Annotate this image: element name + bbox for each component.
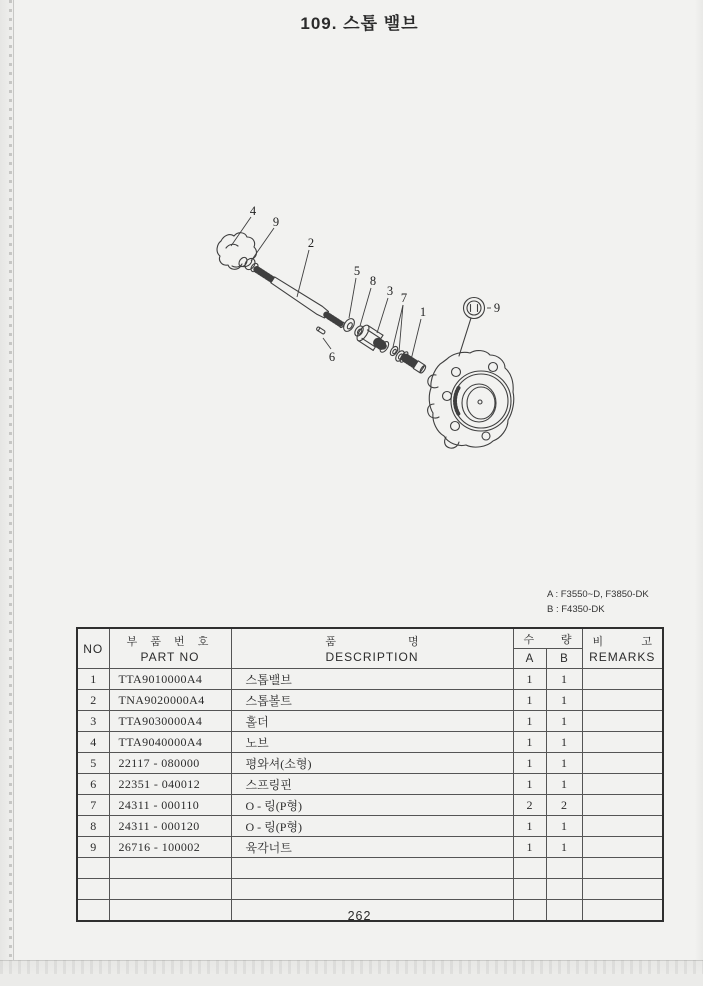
table-row [77, 816, 663, 837]
callout-leader-line [349, 278, 356, 318]
header-qty-a: A [513, 649, 546, 669]
no-cell: 1 [77, 669, 109, 690]
exploded-diagram [100, 190, 540, 470]
table-row [77, 753, 663, 774]
callout-leader-line [323, 338, 331, 349]
callout-label-3: 3 [386, 284, 394, 298]
qty-b-cell: 1 [546, 732, 582, 753]
table-row [77, 711, 663, 732]
lock-nut-part [459, 298, 485, 357]
qty-a-cell: 1 [513, 690, 546, 711]
holder-part [355, 323, 392, 356]
valve-body-part [428, 351, 514, 449]
part-no-cell: 22351 - 040012 [109, 774, 231, 795]
no-cell: 9 [77, 837, 109, 858]
part-no-cell: 22117 - 080000 [109, 753, 231, 774]
header-part-no: 부 품 번 호 PART NO [109, 628, 231, 669]
no-cell: 7 [77, 795, 109, 816]
page-right-edge [695, 0, 703, 986]
part-no-cell: 26716 - 100002 [109, 837, 231, 858]
description-cell: 스프링핀 [231, 774, 513, 795]
callout-label-8: 8 [369, 274, 377, 288]
binding-texture [9, 0, 12, 986]
header-remarks: 비 고 REMARKS [582, 628, 663, 669]
callout-label-9: 9 [493, 301, 501, 315]
callout-label-9: 9 [272, 215, 280, 229]
description-cell: 평와셔(소형) [231, 753, 513, 774]
remarks-cell [582, 816, 663, 837]
qty-a-cell: 1 [513, 711, 546, 732]
qty-a-cell: 1 [513, 753, 546, 774]
spring-pin-part [316, 326, 326, 334]
remarks-cell [582, 669, 663, 690]
remarks-cell [582, 795, 663, 816]
qty-a-cell: 1 [513, 669, 546, 690]
callout-label-2: 2 [307, 236, 315, 250]
callout-leader-line [297, 250, 309, 297]
diagram-parts [217, 233, 514, 448]
table-header [77, 628, 663, 669]
callout-label-7: 7 [400, 291, 408, 305]
qty-b-cell: 1 [546, 816, 582, 837]
no-cell: 4 [77, 732, 109, 753]
table-row [77, 732, 663, 753]
description-cell: 육각너트 [231, 837, 513, 858]
remarks-cell [582, 753, 663, 774]
description-cell: O - 링(P형) [231, 816, 513, 837]
variant-notes [547, 587, 649, 617]
remarks-cell [582, 837, 663, 858]
page-title: 109. 스톱 밸브 [300, 14, 419, 33]
header-qty-b: B [546, 649, 582, 669]
part-no-cell: 24311 - 000120 [109, 816, 231, 837]
variant-note-b: B : F4350-DK [547, 604, 605, 615]
page-bottom-edge [0, 974, 703, 986]
qty-a-cell: 2 [513, 795, 546, 816]
callout-label-4: 4 [249, 204, 257, 218]
part-no-cell: TTA9010000A4 [109, 669, 231, 690]
callout-label-5: 5 [353, 264, 361, 278]
qty-a-cell: 1 [513, 774, 546, 795]
washer-part [341, 317, 356, 334]
description-cell: 스톱밸브 [231, 669, 513, 690]
valve-bolt-part [399, 351, 428, 376]
table-row [77, 669, 663, 690]
qty-a-cell: 1 [513, 816, 546, 837]
table-row [77, 837, 663, 858]
qty-a-cell: 1 [513, 732, 546, 753]
no-cell: 3 [77, 711, 109, 732]
qty-b-cell: 1 [546, 711, 582, 732]
callout-leader-line [360, 288, 371, 326]
empty-row [77, 858, 663, 879]
table-row [77, 690, 663, 711]
header-description: 품 명 DESCRIPTION [231, 628, 513, 669]
part-no-cell: TTA9030000A4 [109, 711, 231, 732]
page-number: 262 [347, 909, 372, 923]
qty-b-cell: 1 [546, 690, 582, 711]
table-row [77, 774, 663, 795]
description-cell: 홀더 [231, 711, 513, 732]
callout-label-6: 6 [328, 350, 336, 364]
empty-row [77, 879, 663, 900]
parts-table [76, 627, 664, 922]
no-cell: 8 [77, 816, 109, 837]
page-curl-shadow [0, 960, 703, 975]
no-cell: 2 [77, 690, 109, 711]
qty-b-cell: 1 [546, 774, 582, 795]
remarks-cell [582, 774, 663, 795]
callout-leader-line [231, 217, 251, 246]
description-cell: O - 링(P형) [231, 795, 513, 816]
no-cell: 5 [77, 753, 109, 774]
part-no-cell: 24311 - 000110 [109, 795, 231, 816]
callout-label-1: 1 [419, 305, 427, 319]
description-cell: 스톱볼트 [231, 690, 513, 711]
description-cell: 노브 [231, 732, 513, 753]
callout-leader-line [377, 298, 388, 333]
binding-line [13, 0, 14, 986]
qty-a-cell: 1 [513, 837, 546, 858]
part-no-cell: TNA9020000A4 [109, 690, 231, 711]
callout-leader-line [411, 319, 421, 360]
qty-b-cell: 2 [546, 795, 582, 816]
qty-b-cell: 1 [546, 669, 582, 690]
qty-b-cell: 1 [546, 837, 582, 858]
part-no-cell: TTA9040000A4 [109, 732, 231, 753]
remarks-cell [582, 711, 663, 732]
no-cell: 6 [77, 774, 109, 795]
variant-note-a: A : F3550~D, F3850-DK [547, 589, 649, 600]
header-qty: 수 량 [513, 628, 582, 649]
qty-b-cell: 1 [546, 753, 582, 774]
header-no: NO [77, 628, 109, 669]
table-row [77, 795, 663, 816]
rod-part [254, 266, 346, 330]
remarks-cell [582, 732, 663, 753]
remarks-cell [582, 690, 663, 711]
